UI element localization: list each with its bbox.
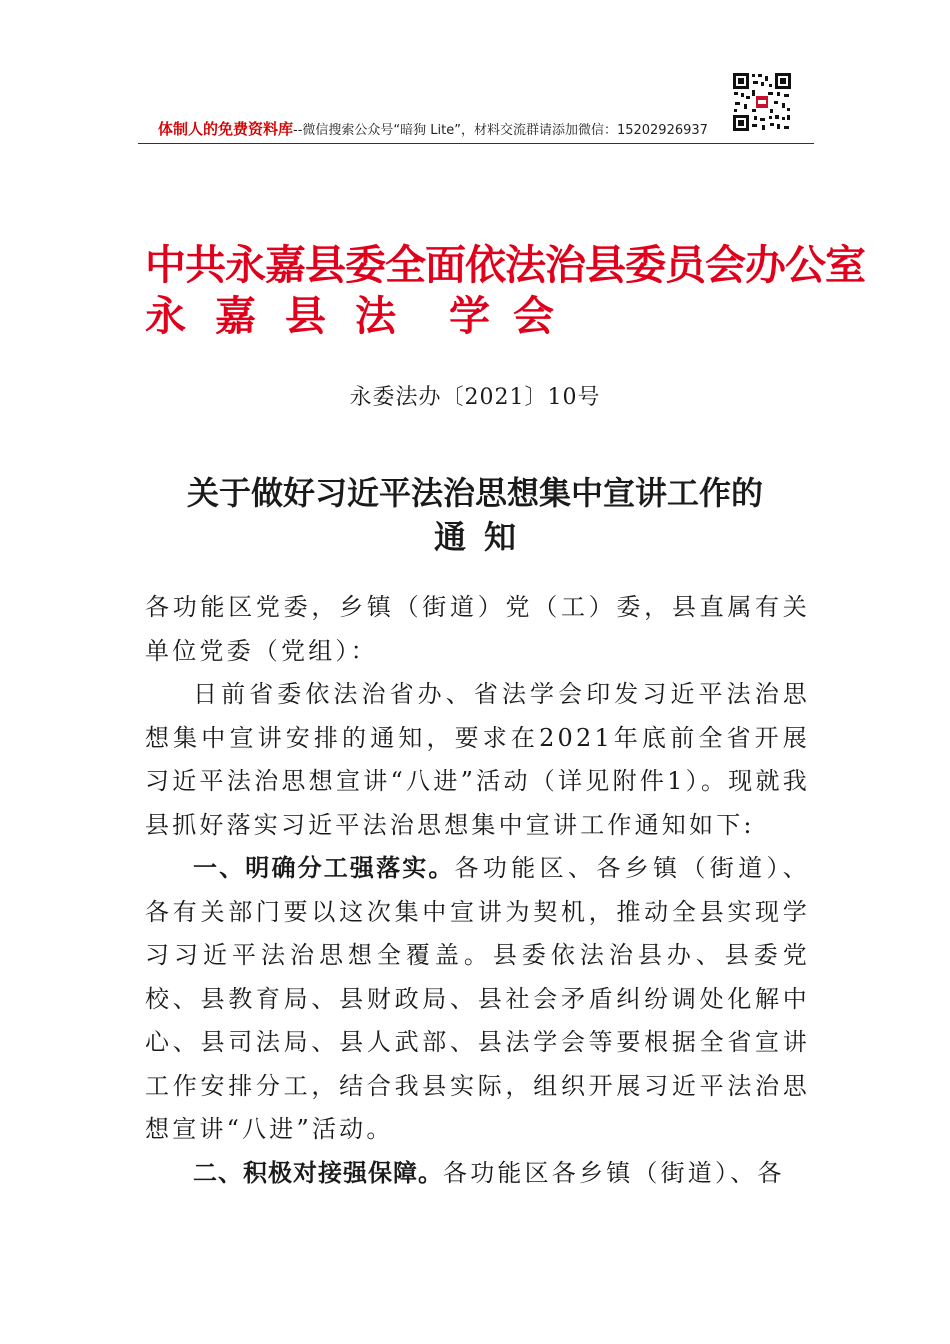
- salutation: 各功能区党委，乡镇（街道）党（工）委，县直属有关单位党委（党组）：: [145, 593, 810, 665]
- issuing-org-1: 中共永嘉县委全面依法治县委员会办公室: [145, 241, 865, 289]
- header-tagline: --微信搜索公众号“暗狗 Lite”，材料交流群请添加微信：15202926937: [293, 123, 708, 138]
- section-2: [145, 1152, 810, 1196]
- org2-char: 会: [513, 292, 554, 340]
- section-1-text: 各功能区、各乡镇（街道）、各有关部门要以这次集中宣讲为契机，推动全县实现学习习近平法治思想全覆盖。县委依法治县办、县委党校、县教育局、县财政局、县社会矛盾纠纷调处化解中心、县司法局、县人武部、县法学会等要根据全省宣讲工作安排分工，结合我县实际，组织开展习近平法治思想宣讲“八进”活动。: [145, 854, 810, 1143]
- header-watermark: [158, 118, 738, 139]
- org2-char: 嘉: [215, 292, 256, 340]
- issuing-org-2: [145, 283, 554, 342]
- section-2-heading: 二、积极对接强保障。: [193, 1158, 443, 1187]
- paragraph-intro: 日前省委依法治省办、省法学会印发习近平法治思想集中宣讲安排的通知，要求在2021年底前全省开展习近平法治思想宣讲“八进”活动（详见附件1）。现就我县抓好落实习近平法治思想集中宣讲工作通知如下:: [145, 680, 810, 839]
- document-title-line2: 通知: [433, 518, 534, 556]
- document-title-line1: 关于做好习近平法治思想集中宣讲工作的: [186, 474, 763, 512]
- org2-char: 县: [285, 292, 326, 340]
- qr-code-icon: [732, 72, 792, 132]
- org2-char: 法: [355, 292, 396, 340]
- document-number: 永委法办〔2021〕10号: [349, 385, 601, 410]
- section-1-heading: 一、明确分工强落实。: [193, 854, 455, 882]
- document-body: [145, 586, 810, 1195]
- header-divider: [138, 143, 814, 144]
- section-1: [145, 847, 810, 1152]
- org2-char: 学: [449, 292, 490, 340]
- section-2-text: 各功能区各乡镇（街道）、各: [443, 1158, 785, 1187]
- brand-name: 体制人的免费资料库: [158, 120, 294, 138]
- org2-char: 永: [145, 292, 186, 340]
